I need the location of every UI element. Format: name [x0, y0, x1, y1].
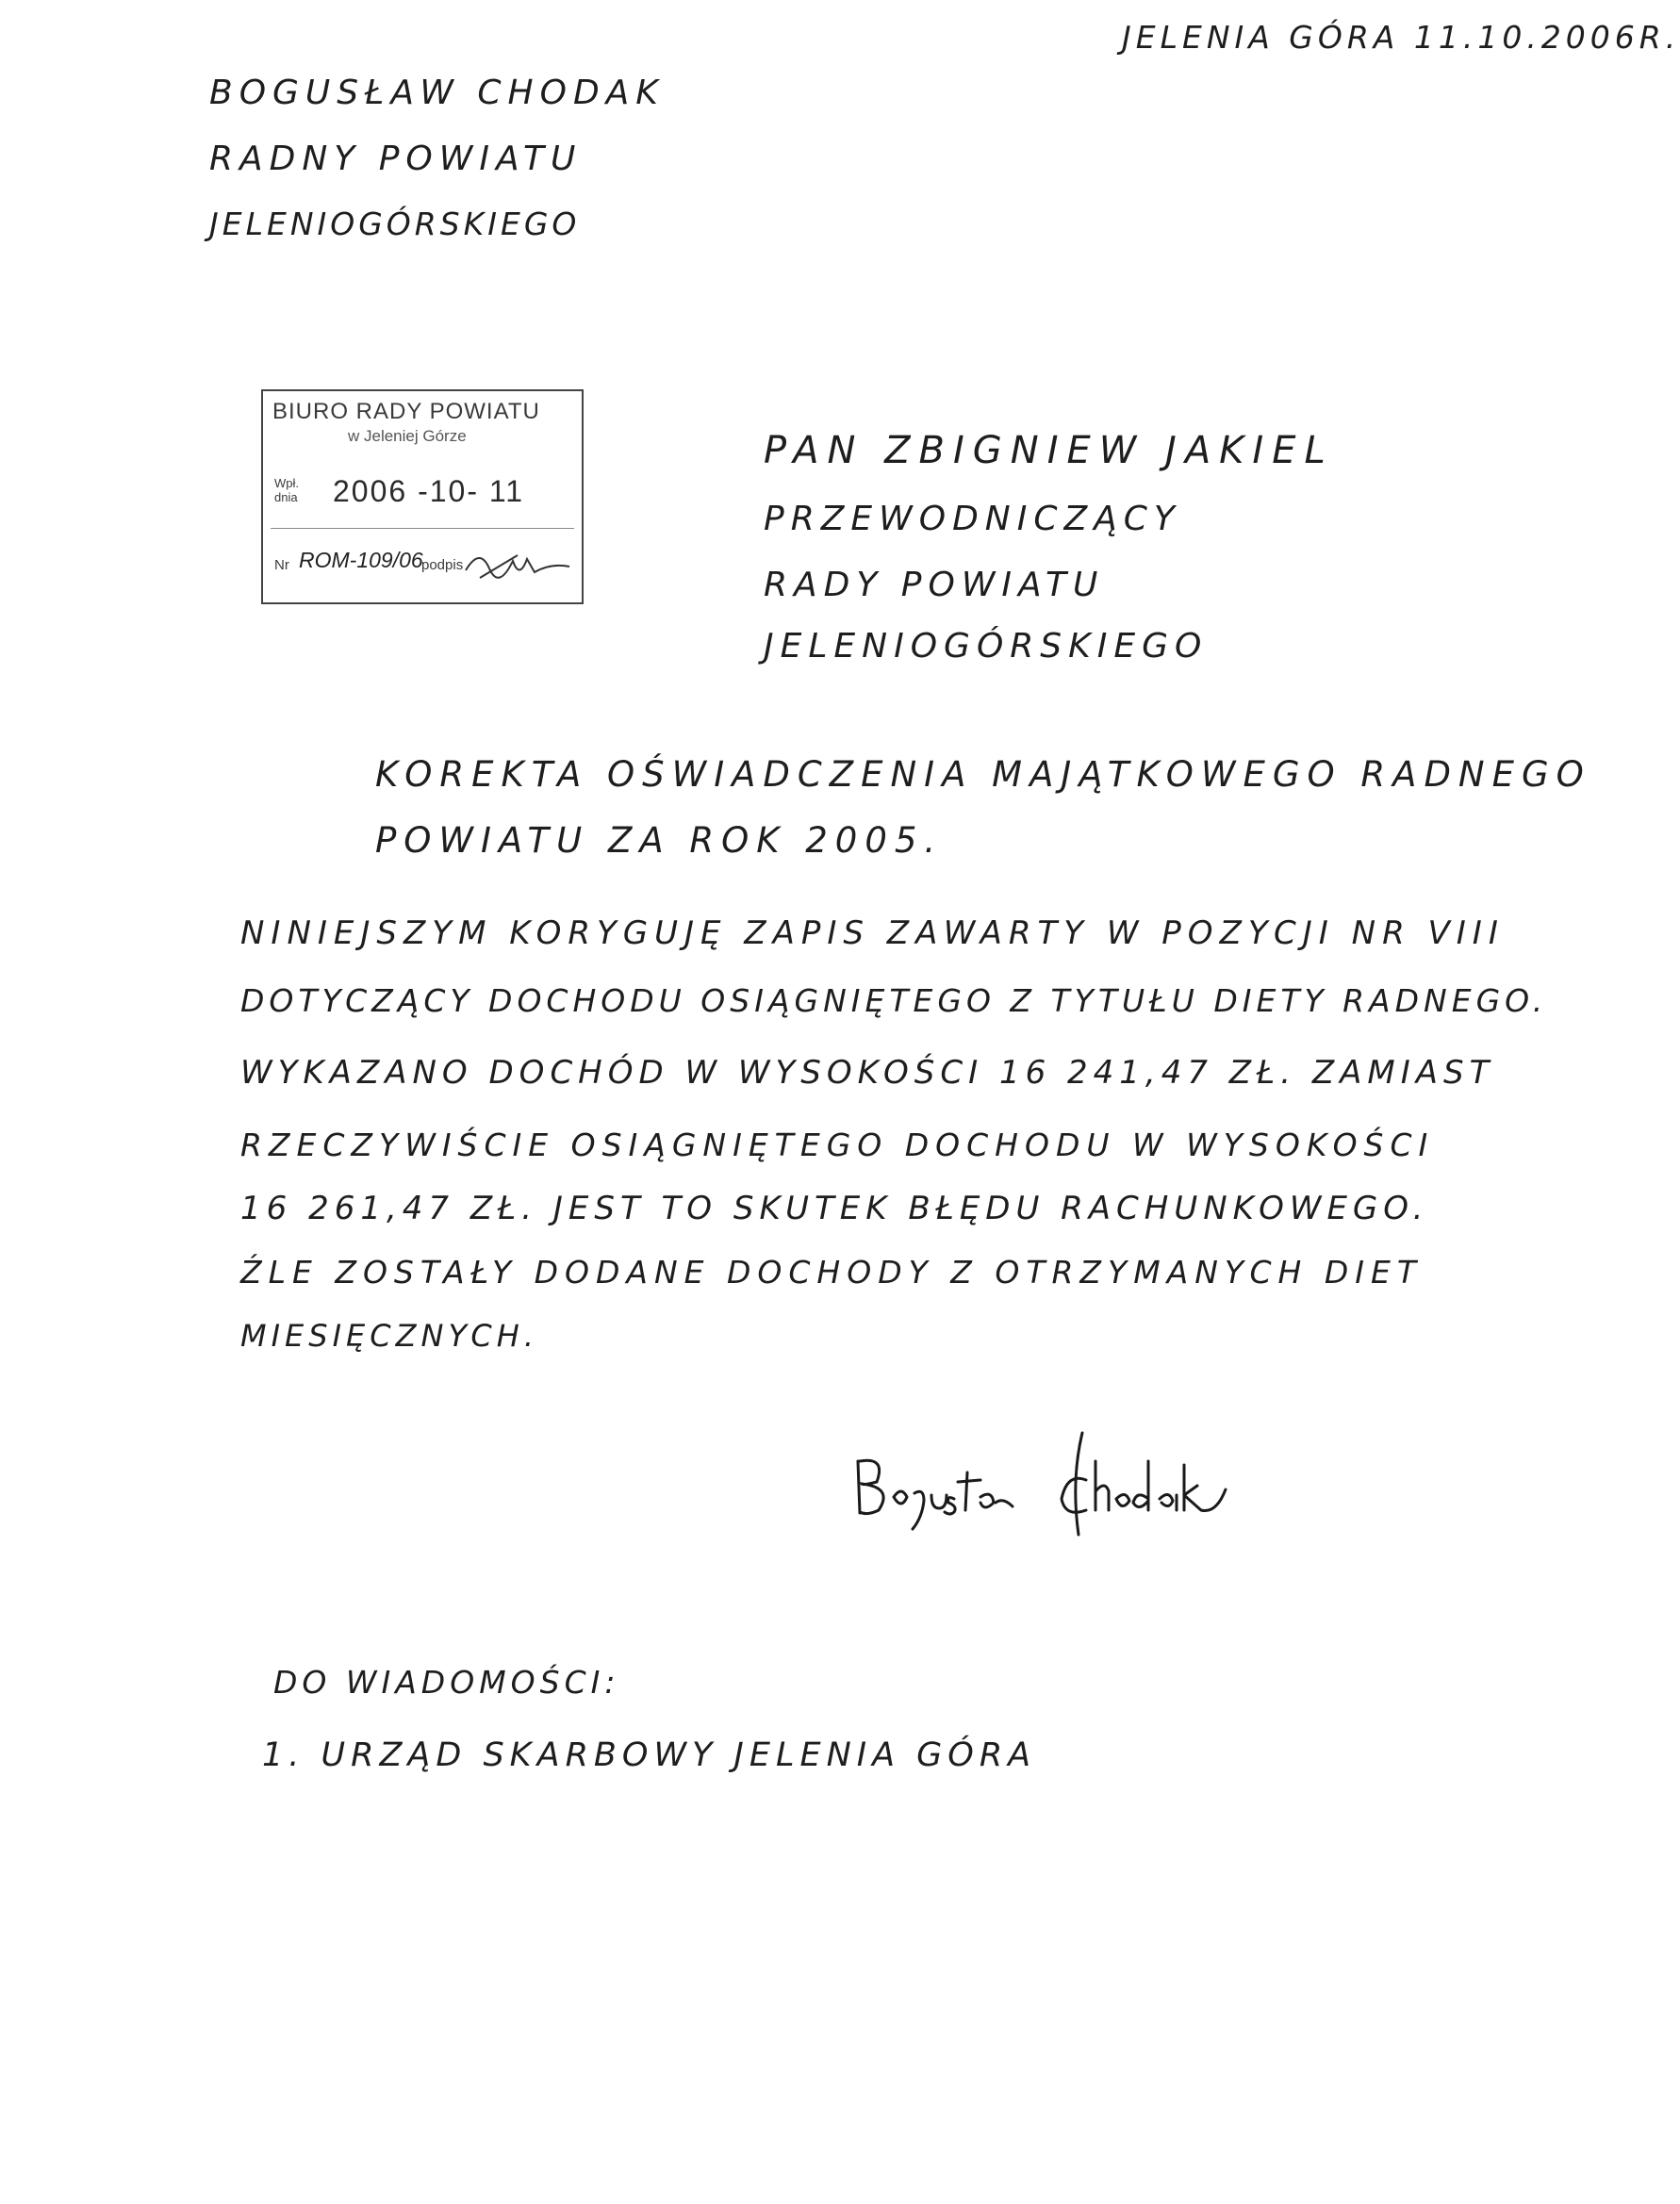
registry-stamp	[261, 389, 584, 604]
stamp-title: BIURO RADY POWIATU	[272, 399, 540, 424]
body-line-5: 16 261,47 ZŁ. JEST TO SKUTEK BŁĘDU RACHUNKOWEGO.	[240, 1190, 1429, 1227]
stamp-subtitle: w Jeleniej Górze	[348, 427, 467, 445]
recipient-district: JELENIOGÓRSKIEGO	[764, 627, 1209, 666]
recipient-body: RADY POWIATU	[764, 566, 1105, 604]
recipient-name: PAN ZBIGNIEW JAKIEL	[764, 429, 1334, 472]
body-line-1: NINIEJSZYM KORYGUJĘ ZAPIS ZAWARTY W POZYCJI NR VIII	[240, 914, 1505, 952]
stamp-nr-value: ROM-109/06	[299, 548, 423, 572]
body-line-3: WYKAZANO DOCHÓD W WYSOKOŚCI 16 241,47 ZŁ. ZAMIAST	[240, 1054, 1495, 1092]
sender-role: RADNY POWIATU	[209, 140, 583, 178]
cc-heading: DO WIADOMOŚCI:	[273, 1664, 620, 1701]
sender-district: JELENIOGÓRSKIEGO	[209, 206, 581, 242]
stamp-nr-label: Nr	[274, 557, 289, 573]
document-date: JELENIA GÓRA 11.10.2006R.	[1122, 19, 1680, 56]
cc-item-1: 1. URZĄD SKARBOWY JELENIA GÓRA	[262, 1736, 1037, 1774]
stamp-received-date: 2006 -10- 11	[333, 474, 525, 508]
subject-line-1: KOREKTA OŚWIADCZENIA MAJĄTKOWEGO RADNEGO	[375, 754, 1591, 795]
stamp-divider	[271, 528, 574, 529]
stamp-received-label: Wpł. dnia	[274, 476, 299, 504]
body-line-4: RZECZYWIŚCIE OSIĄGNIĘTEGO DOCHODU W WYSOKOŚCI	[240, 1127, 1435, 1163]
subject-line-2: POWIATU ZA ROK 2005.	[375, 820, 944, 861]
body-line-7: MIESIĘCZNYCH.	[240, 1318, 538, 1354]
stamp-signature-scribble	[461, 542, 574, 589]
sender-name: BOGUSŁAW CHODAK	[209, 74, 665, 112]
handwritten-signature	[848, 1423, 1244, 1546]
recipient-role: PRZEWODNICZĄCY	[764, 500, 1181, 538]
body-line-2: DOTYCZĄCY DOCHODU OSIĄGNIĘTEGO Z TYTUŁU DIETY RADNEGO.	[240, 982, 1548, 1019]
stamp-signature-label: podpis	[421, 557, 464, 573]
body-line-6: ŹLE ZOSTAŁY DODANE DOCHODY Z OTRZYMANYCH DIET	[240, 1254, 1424, 1291]
